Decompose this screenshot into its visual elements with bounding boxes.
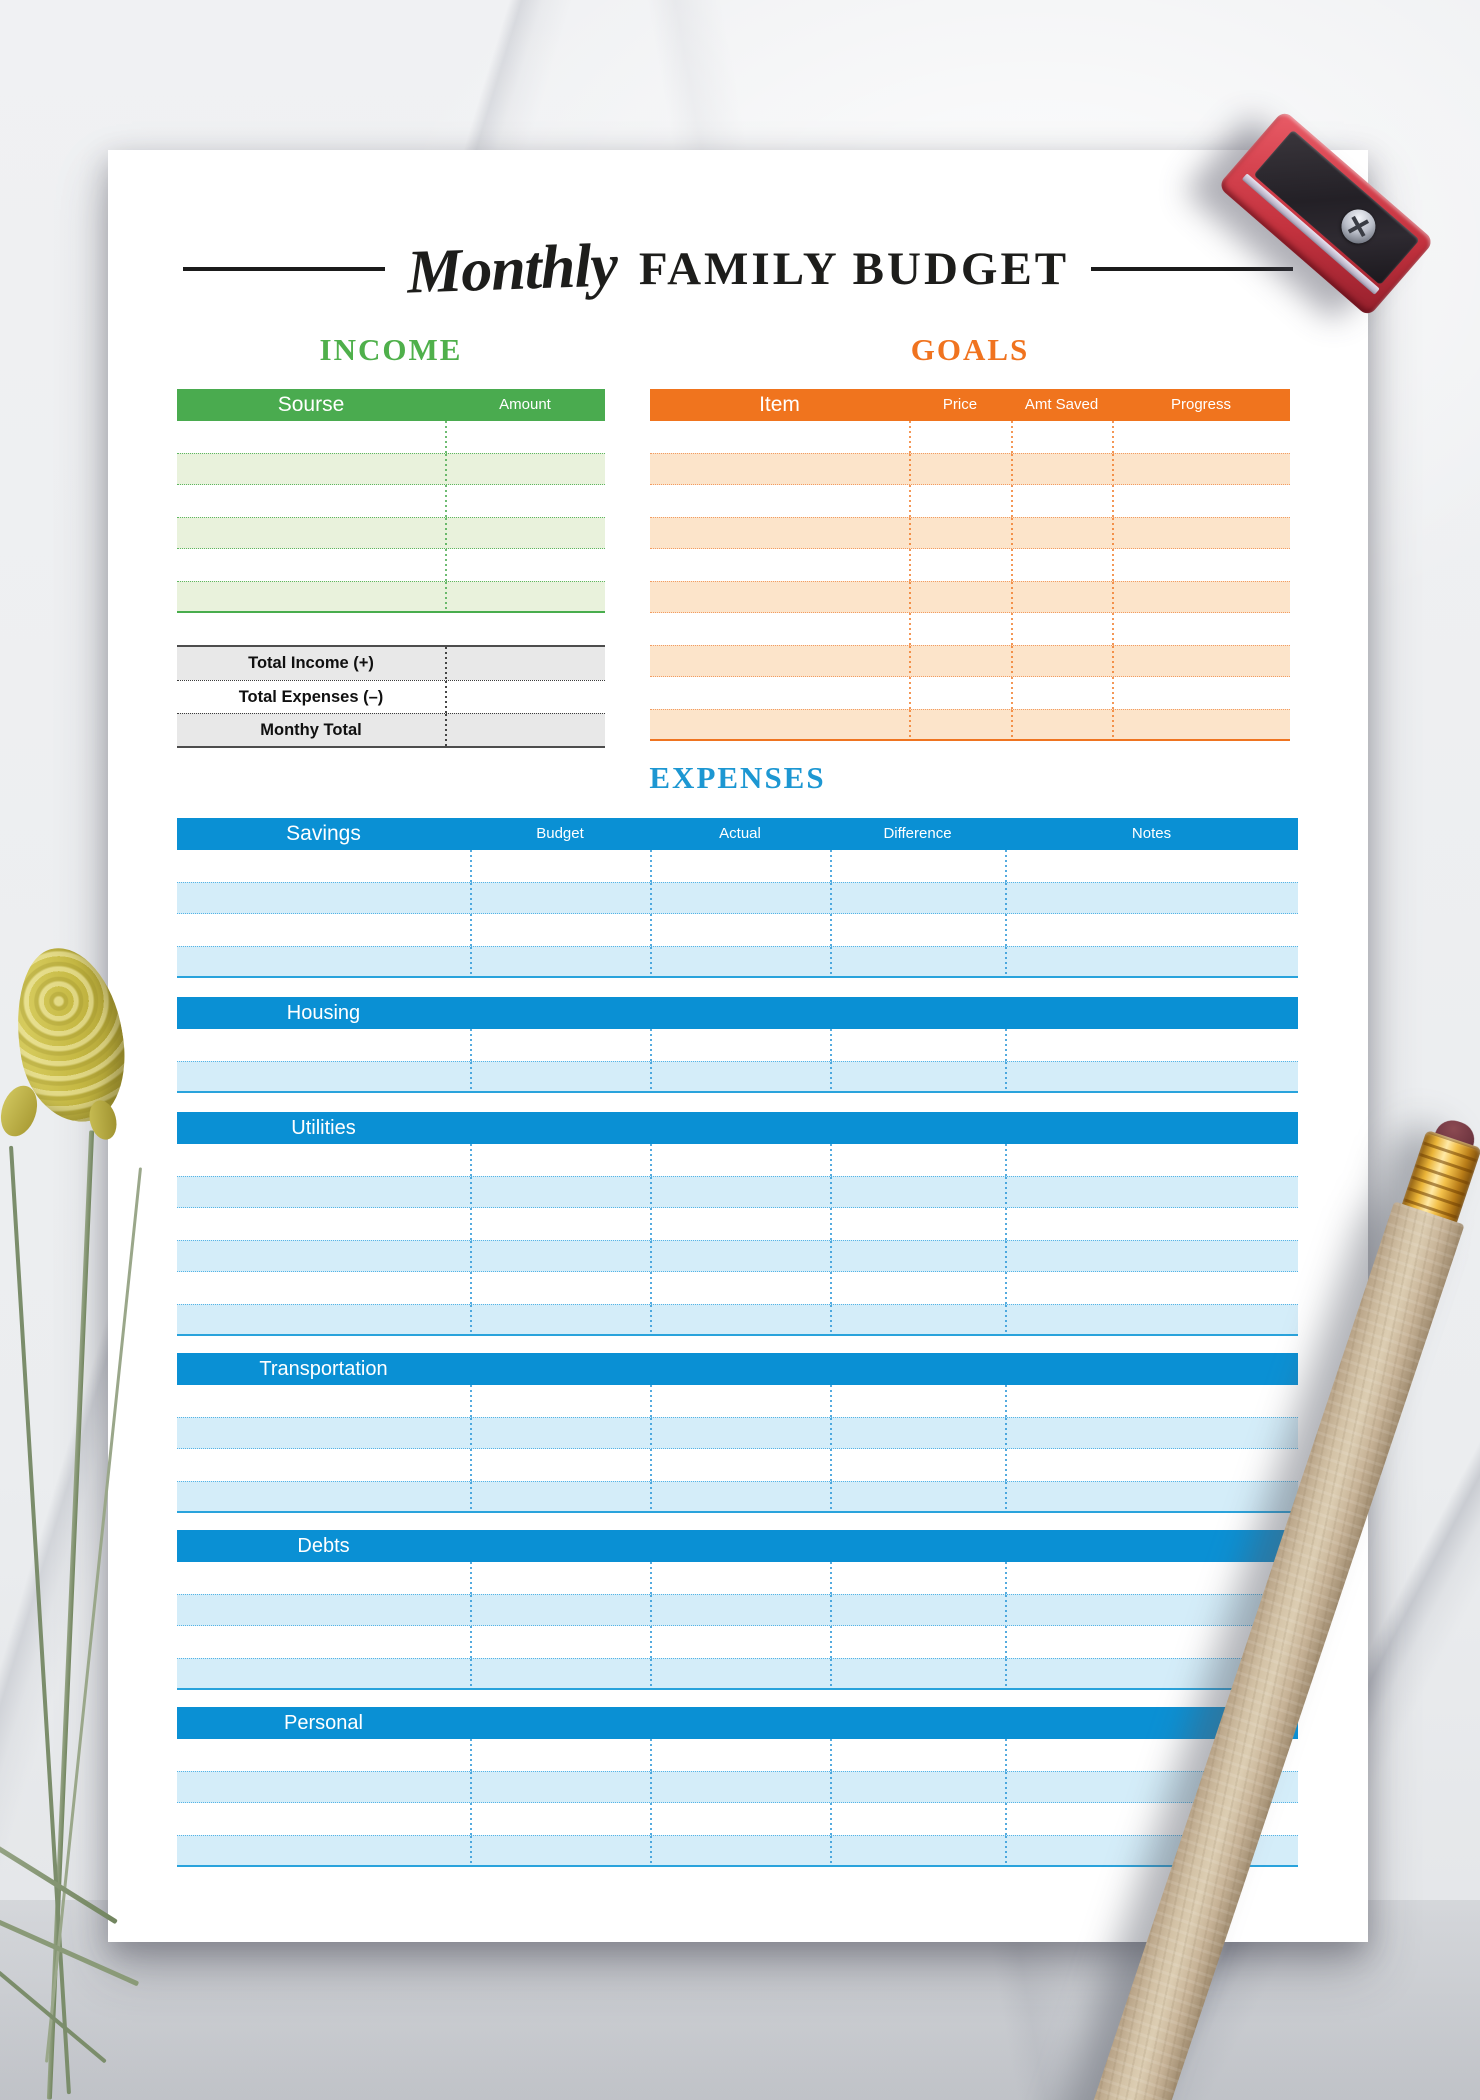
- empty-row: [650, 421, 1290, 453]
- empty-row: [177, 1240, 1298, 1272]
- subheader-label: Personal: [284, 1712, 363, 1734]
- empty-row: [650, 645, 1290, 677]
- empty-row: [177, 882, 1298, 914]
- monthly-total-label: Monthy Total: [260, 721, 362, 739]
- empty-row: [177, 453, 605, 485]
- expenses-table-header-block: [177, 818, 1298, 850]
- expense-block-personal: [177, 1707, 1298, 1867]
- empty-row: [177, 1835, 1298, 1867]
- empty-row: [177, 1272, 1298, 1304]
- title-script-word: Monthly: [405, 230, 618, 307]
- monthly-total-row: [177, 713, 605, 746]
- expenses-col-difference: Difference: [883, 825, 952, 842]
- income-col-amount: Amount: [499, 396, 551, 413]
- empty-row: [177, 1385, 1298, 1417]
- empty-row: [177, 421, 605, 453]
- expenses-subheader-debts: [177, 1530, 1298, 1562]
- empty-row: [177, 1626, 1298, 1658]
- empty-row: [177, 1208, 1298, 1240]
- expense-block-utilities: [177, 1112, 1298, 1336]
- empty-row: [177, 914, 1298, 946]
- income-table-header: [177, 389, 605, 421]
- empty-row: [177, 1061, 1298, 1093]
- goals-col-item: Item: [759, 393, 800, 416]
- empty-row: [177, 1803, 1298, 1835]
- empty-row: [650, 485, 1290, 517]
- empty-row: [177, 1771, 1298, 1803]
- empty-row: [177, 850, 1298, 882]
- flower-stem: [45, 1167, 142, 2062]
- empty-row: [650, 613, 1290, 645]
- empty-row: [177, 946, 1298, 978]
- income-table: [177, 389, 605, 613]
- goals-col-amt-saved: Amt Saved: [1024, 396, 1099, 413]
- income-rows: [177, 421, 605, 613]
- empty-row: [177, 1481, 1298, 1513]
- income-section-heading: INCOME: [319, 332, 463, 367]
- expenses-col-actual: Actual: [719, 825, 761, 842]
- subheader-label: Housing: [286, 1002, 361, 1024]
- empty-row: [177, 1176, 1298, 1208]
- empty-row: [177, 1449, 1298, 1481]
- expenses-col-budget: Budget: [536, 825, 584, 842]
- subheader-label: Debts: [297, 1535, 350, 1557]
- goals-col-price: Price: [942, 396, 978, 413]
- expenses-subheader-personal: [177, 1707, 1298, 1739]
- goals-rows: [650, 421, 1290, 741]
- expenses-table-header: [177, 818, 1298, 850]
- savings-rows: [177, 850, 1298, 978]
- title-main-words: FAMILY BUDGET: [638, 243, 1070, 295]
- total-expenses-label: Total Expenses (–): [238, 688, 384, 706]
- empty-row: [177, 517, 605, 549]
- empty-row: [177, 1417, 1298, 1449]
- title-left-rule: [183, 267, 385, 271]
- empty-row: [650, 517, 1290, 549]
- empty-row: [177, 1304, 1298, 1336]
- page-title: [108, 230, 1368, 308]
- goals-col-progress: Progress: [1170, 396, 1232, 413]
- total-income-label: Total Income (+): [248, 654, 374, 672]
- title-right-rule: [1091, 267, 1293, 271]
- expenses-col-notes: Notes: [1131, 825, 1172, 842]
- empty-row: [177, 1739, 1298, 1771]
- goals-table-header: [650, 389, 1290, 421]
- expenses-subheader-utilities: [177, 1112, 1298, 1144]
- empty-row: [177, 485, 605, 517]
- personal-rows: [177, 1739, 1298, 1867]
- empty-row: [650, 677, 1290, 709]
- subheader-label: Utilities: [291, 1117, 356, 1139]
- budget-sheet: [108, 150, 1368, 1942]
- flower-leaf-blade: [0, 1909, 139, 1987]
- debts-rows: [177, 1562, 1298, 1690]
- empty-row: [177, 1562, 1298, 1594]
- empty-row: [650, 709, 1290, 741]
- expense-block-housing: [177, 997, 1298, 1093]
- expenses-subheader-transportation: [177, 1353, 1298, 1385]
- empty-row: [177, 1658, 1298, 1690]
- goals-table: [650, 389, 1290, 741]
- empty-row: [177, 1144, 1298, 1176]
- utilities-rows: [177, 1144, 1298, 1336]
- expense-block-transportation: [177, 1353, 1298, 1513]
- empty-row: [650, 453, 1290, 485]
- goals-section-heading: GOALS: [910, 332, 1030, 367]
- totals-table: [177, 645, 605, 748]
- expense-block-debts: [177, 1530, 1298, 1690]
- empty-row: [177, 581, 605, 613]
- total-expenses-row: [177, 680, 605, 713]
- dried-flower-decoration: [0, 935, 212, 2100]
- transportation-rows: [177, 1385, 1298, 1513]
- expenses-subheader-housing: [177, 997, 1298, 1029]
- empty-row: [177, 1594, 1298, 1626]
- expenses-section-heading: EXPENSES: [649, 760, 826, 795]
- empty-row: [650, 549, 1290, 581]
- income-col-source: Sourse: [277, 393, 345, 416]
- housing-rows: [177, 1029, 1298, 1093]
- empty-row: [177, 1029, 1298, 1061]
- expenses-subheader-savings: Savings: [286, 822, 361, 845]
- total-income-row: [177, 647, 605, 680]
- empty-row: [650, 581, 1290, 613]
- subheader-label: Transportation: [259, 1358, 388, 1380]
- empty-row: [177, 549, 605, 581]
